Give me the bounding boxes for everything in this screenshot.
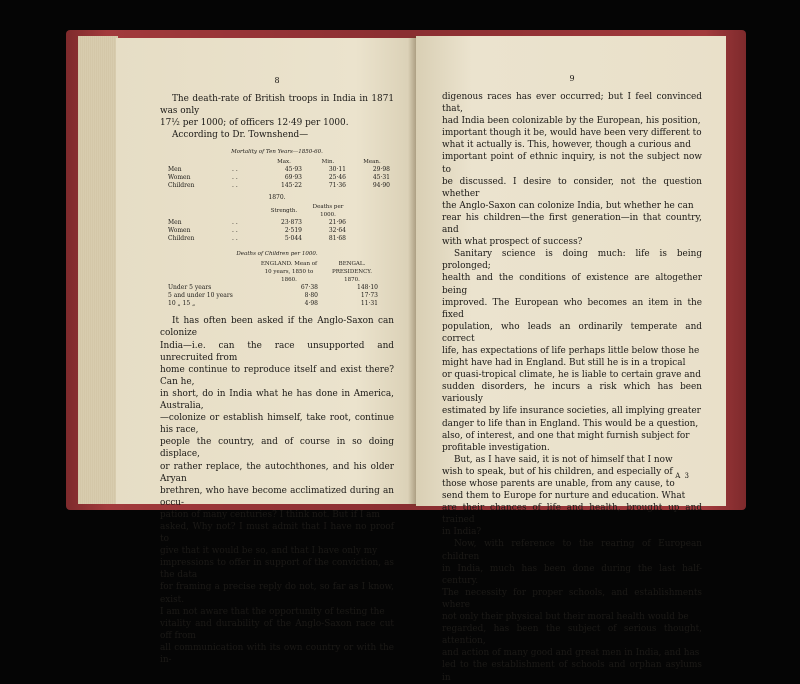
text-line: rear his children—the first generation—in that country, and (442, 212, 702, 236)
text-line: in India, much has been done during the last half-century. (442, 563, 702, 586)
table-row: 10 „ 15 „ 4·98 11·31 (168, 300, 378, 308)
table-header: Max. (277, 159, 291, 166)
table1-caption: Mortality of Ten Years—1850-60. (231, 149, 323, 156)
text-line: or quasi-tropical climate, he is liable to certain grave and (442, 370, 701, 381)
text-line: Now, with reference to the rearing of European children (442, 539, 702, 562)
page-number-right: 9 (569, 74, 575, 83)
text-line: pation of many centuries? I think not. But if I am (160, 509, 380, 520)
text-line: It has often been asked if the Anglo-Saxon can colonize (160, 316, 394, 339)
text-line: wish to speak, but of his children, and especially of (442, 466, 673, 477)
text-line: all communication with its own country or with the in- (160, 642, 394, 665)
page-number-left: 8 (274, 76, 280, 85)
text-line: asked, Why not? I must admit that I have no proof to (160, 521, 394, 545)
text-line: brethren, who have become acclimatized during an occu- (160, 485, 394, 508)
table-header: Mean. (363, 159, 381, 166)
left-page (116, 38, 416, 665)
text-line: I am not aware that the opportunity of testing the (160, 606, 385, 617)
right-page (416, 36, 726, 683)
text-line: with what prospect of success? (442, 237, 583, 248)
text-line: estimated by life insurance societies, all implying greater (442, 406, 701, 417)
table-row: Men . . 45·93 30·11 29·98 (168, 166, 390, 174)
text-line: India—i.e. can the race unsupported and unrecruited from (160, 340, 394, 363)
text-line: improved. The European who becomes an item in the fixed (442, 297, 702, 320)
text-line: and action of many good and great men in India, and has (442, 648, 700, 659)
table2-year: 1870. (268, 194, 286, 202)
text-line: people the country, and of course in so doing displace, (160, 437, 394, 460)
right-body-text (442, 91, 702, 684)
intro-line: 17½ per 1000; of officers 12·49 per 1000. (160, 118, 349, 129)
table-row: Women . . 69·93 25·46 45·31 (168, 174, 390, 182)
children-deaths-table (164, 260, 382, 308)
text-line: also, of interest, and one that might furnish subject for (442, 430, 690, 441)
page-edges (78, 36, 118, 504)
table-row: Women . . 2·519 32·64 (168, 227, 346, 235)
table-row: 5 and under 10 years 8·80 17·73 (168, 292, 378, 300)
signature-mark: A 3 (675, 472, 690, 480)
text-line: those whose parents are unable, from any cause, to (442, 479, 675, 489)
text-line: population, who leads an ordinarily temperate and correct (442, 321, 702, 344)
table-header: Strength. (270, 208, 298, 215)
text-line: important point of ethnic inquiry, is not the subject now to (442, 152, 702, 175)
intro-line: According to Dr. Townshend— (172, 130, 309, 141)
text-line: send them to Europe for nurture and education. What (442, 491, 686, 502)
table-header: ENGLAND. Mean of 10 years, 1850 to 1860. (260, 261, 318, 284)
intro-line: The death-rate of British troops in India in 1871 was only (160, 94, 394, 117)
text-line: led to the establishment of schools and orphan asylums in (442, 660, 702, 683)
text-line: danger to life than in England. This would be a question, (442, 418, 699, 429)
text-line: Sanitary science is doing much: life is being prolonged; (442, 249, 702, 272)
text-line: life, has expectations of life perhaps little below those he (442, 345, 700, 356)
text-line: regarded, has been the subject of serious thought, attention, (442, 624, 702, 647)
text-line: what it actually is. This, however, though a curious and (442, 140, 691, 151)
text-line: give that it would be so, and that I have only my (160, 546, 378, 557)
table-header: Min. (321, 159, 335, 166)
strength-table (164, 203, 350, 243)
text-line: for framing a precise reply do not, so far as I know, exist. (160, 582, 394, 605)
text-line: —colonize or establish himself, take root, continue his race, (160, 413, 394, 436)
text-line: vitality and durability of the Anglo-Saxon race cut off from (160, 618, 394, 641)
text-line: be discussed. I desire to consider, not the question whether (442, 176, 702, 199)
table3-caption: Deaths of Children per 1000. (236, 251, 318, 258)
text-line: The necessity for proper schools, and establishments where (442, 587, 702, 610)
table-row: Men . . 23·873 21·96 (168, 219, 346, 227)
text-line: health and the conditions of existence are altogether being (442, 273, 702, 296)
table-row: Children . . 145·22 71·36 94·90 (168, 182, 390, 190)
table-row: Children . . 5·044 81·68 (168, 235, 346, 243)
text-line: sudden disorders, he incurs a risk which has been variously (442, 382, 702, 405)
text-line: in India? (442, 527, 482, 538)
left-body-text (160, 315, 394, 666)
text-line: But, as I have said, it is not of himself that I now (454, 454, 673, 465)
table-row: Under 5 years 67·38 148·10 (168, 284, 378, 292)
table-header: BENGAL. PRESIDENCY. 1870. (332, 261, 372, 284)
mortality-table (164, 158, 394, 190)
text-line: home continue to reproduce itself and exist there? Can he, (160, 364, 394, 387)
text-line: are their chances of life and health, brought up and trained (442, 503, 702, 526)
text-line: had India been colonizable by the European, his position, (442, 116, 701, 127)
text-line: important though it be, would have been very different to (442, 128, 702, 139)
text-line: or rather replace, the autochthones, and his older Aryan (160, 461, 394, 484)
text-line: digenous races has ever occurred; but I feel convinced that, (442, 92, 702, 115)
text-line: the Anglo-Saxon can colonize India, but whether he can (442, 200, 694, 211)
text-line: profitable investigation. (442, 442, 550, 453)
table-header: Deaths per 1000. (312, 204, 344, 219)
text-line: in short, do in India what he has done in America, Australia, (160, 388, 394, 412)
text-line: might have had in England. But still he is in a tropical (442, 358, 686, 369)
text-line: impressions to offer in support of the conviction, as the data (160, 558, 394, 581)
text-line: not only their physical but their moral health would be (442, 612, 689, 623)
